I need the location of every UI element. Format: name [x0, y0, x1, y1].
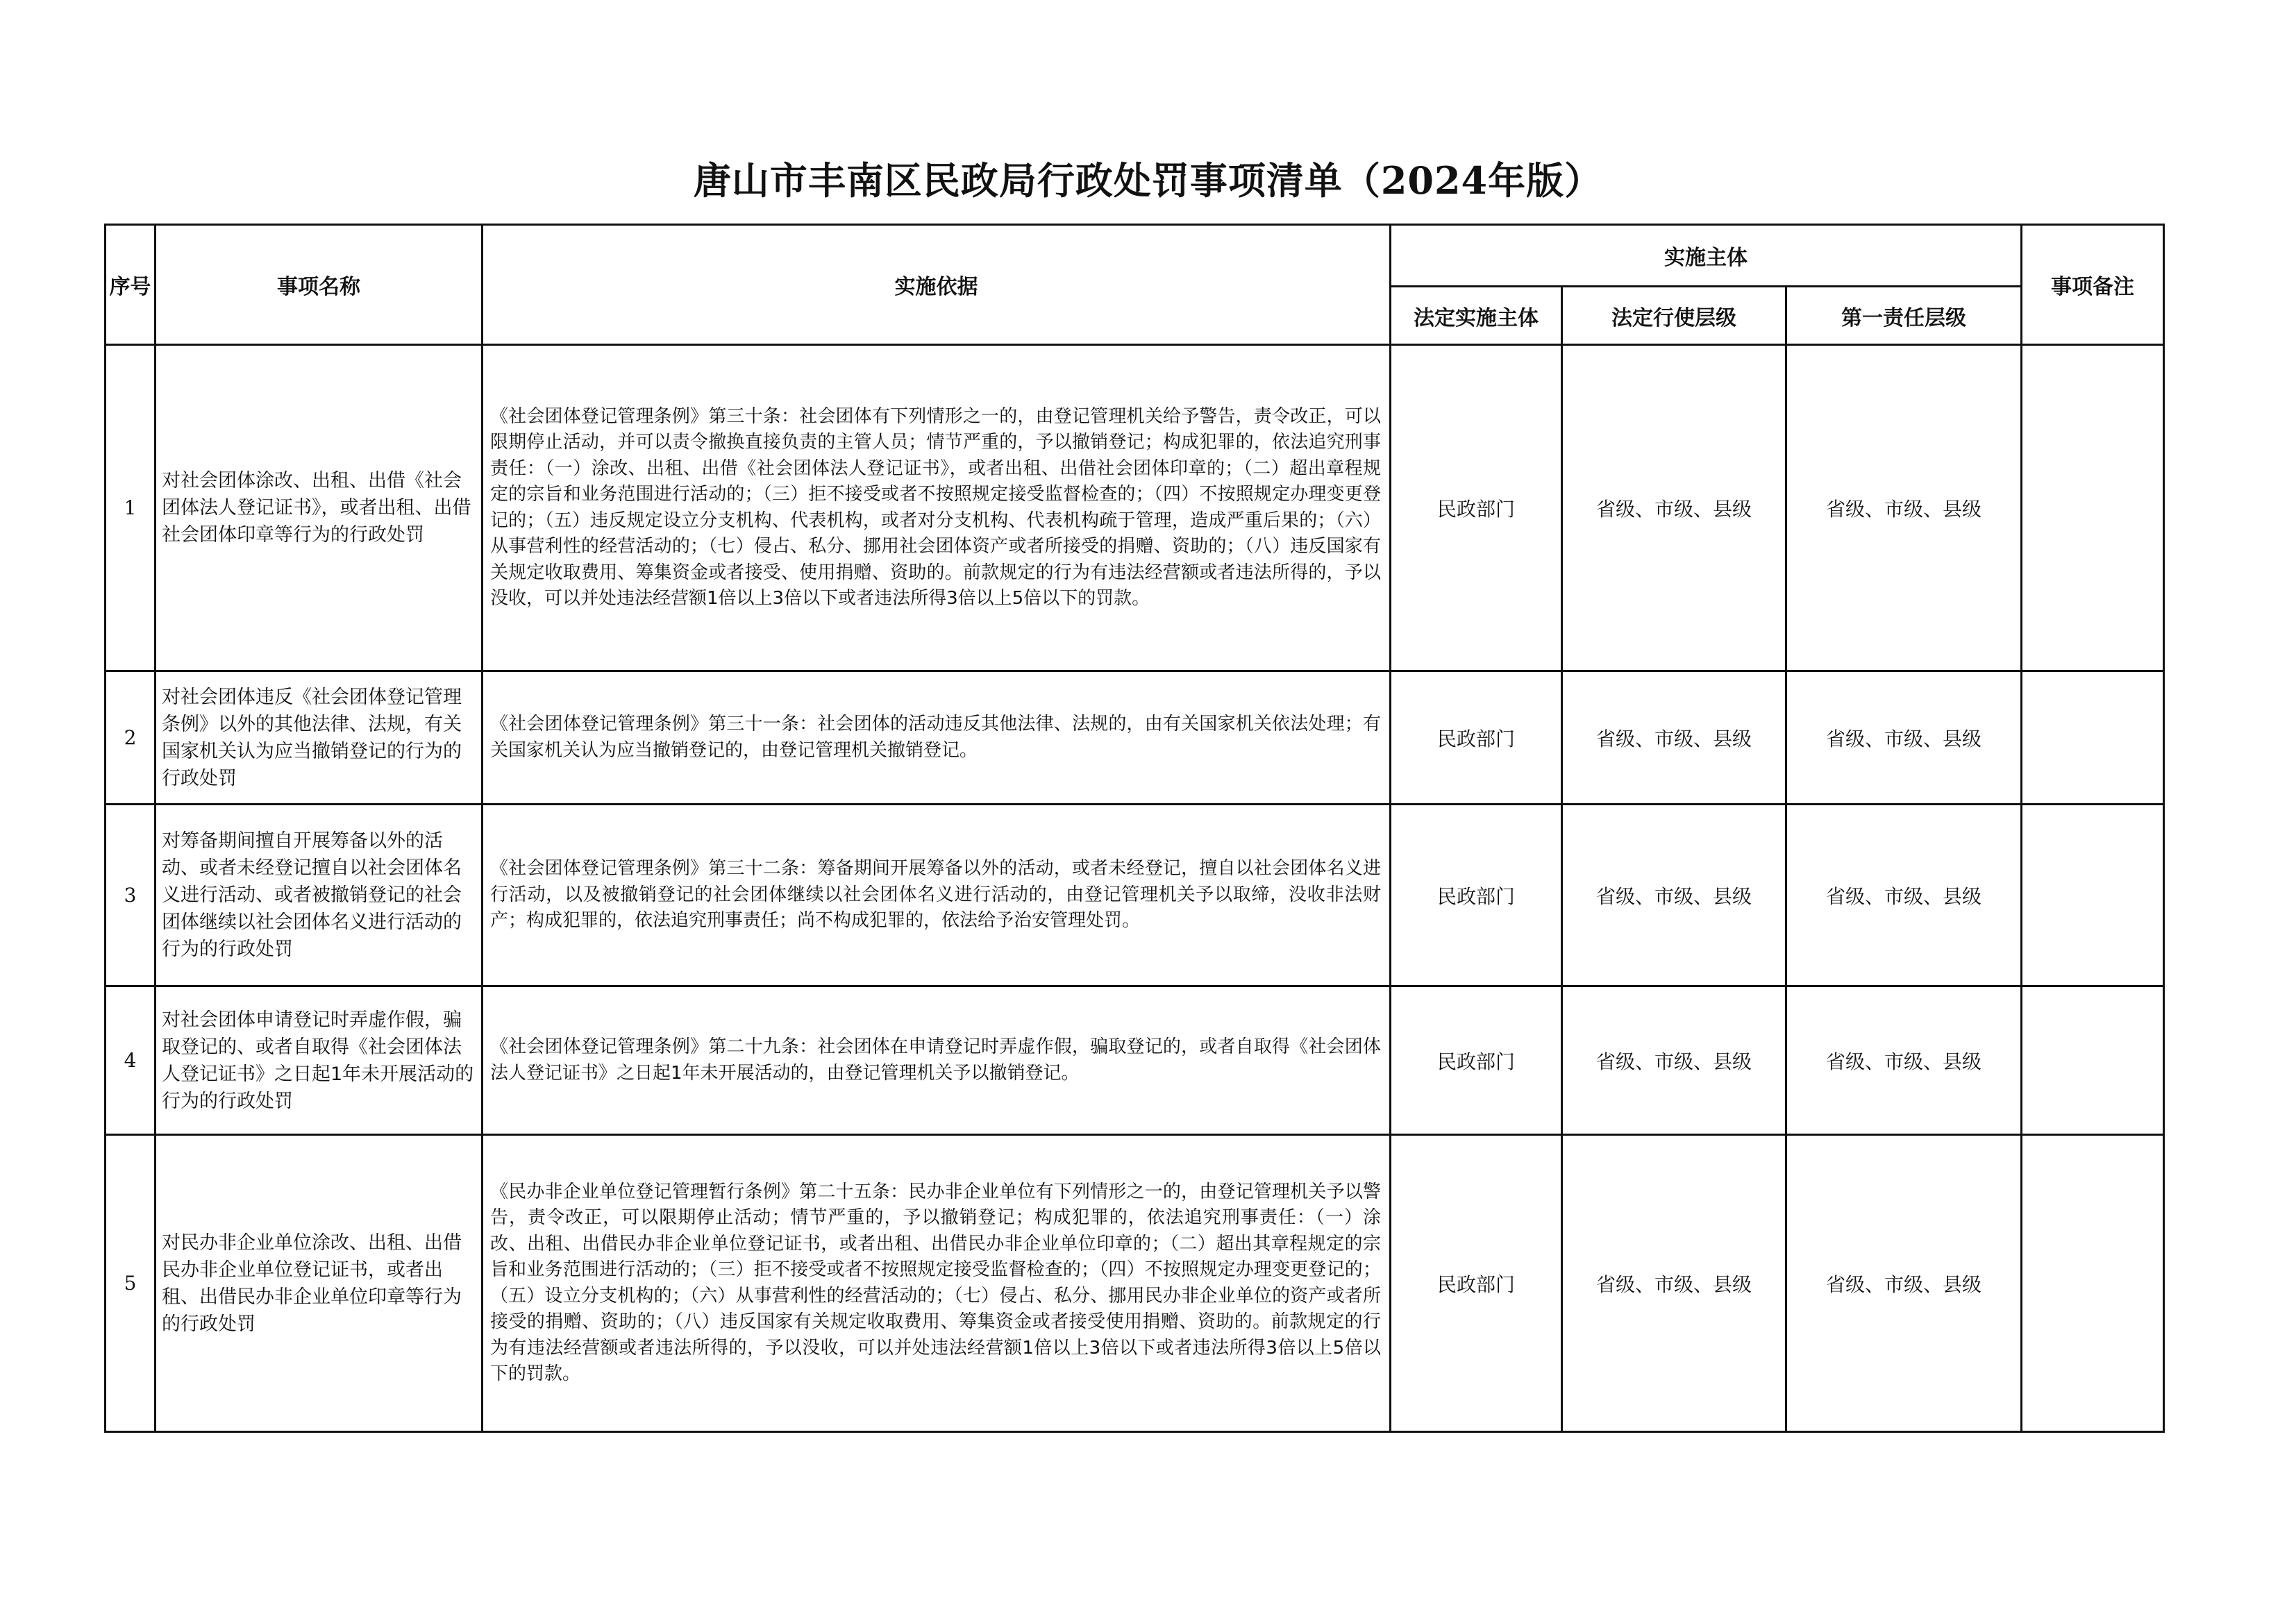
row-legal-subject: 民政部门 — [1391, 1135, 1562, 1432]
row-item-name: 对民办非企业单位涂改、出租、出借民办非企业单位登记证书，或者出租、出借民办非企业单位印章等行为的行政处罚 — [156, 1135, 483, 1432]
row-seq: 1 — [106, 345, 156, 671]
row-item-name: 对筹备期间擅自开展筹备以外的活动、或者未经登记擅自以社会团体名义进行活动、或者被撤销登记的社会团体继续以社会团体名义进行活动的行为的行政处罚 — [156, 805, 483, 986]
table-row — [106, 1135, 2164, 1432]
header-remarks: 事项备注 — [2022, 225, 2164, 345]
table-row — [106, 986, 2164, 1135]
row-remarks — [2022, 1135, 2164, 1432]
row-first-level: 省级、市级、县级 — [1786, 671, 2022, 805]
row-basis: 《社会团体登记管理条例》第三十二条：筹备期间开展筹备以外的活动，或者未经登记，擅自以社会团体名义进行活动，以及被撤销登记的社会团体继续以社会团体名义进行活动的，由登记管理机关予以取缔，没收非法财产；构成犯罪的，依法追究刑事责任；尚不构成犯罪的，依法给予治安管理处罚。 — [483, 805, 1391, 986]
row-first-level: 省级、市级、县级 — [1786, 805, 2022, 986]
row-seq: 3 — [106, 805, 156, 986]
header-subject-group: 实施主体 — [1391, 225, 2022, 287]
row-seq: 2 — [106, 671, 156, 805]
row-legal-level: 省级、市级、县级 — [1562, 345, 1786, 671]
page-title: 唐山市丰南区民政局行政处罚事项清单（2024年版） — [693, 158, 1603, 203]
header-legal-level: 法定行使层级 — [1562, 287, 1786, 345]
row-item-name: 对社会团体涂改、出租、出借《社会团体法人登记证书》，或者出租、出借社会团体印章等行为的行政处罚 — [156, 345, 483, 671]
row-legal-level: 省级、市级、县级 — [1562, 671, 1786, 805]
header-basis: 实施依据 — [483, 225, 1391, 345]
row-legal-subject: 民政部门 — [1391, 345, 1562, 671]
row-first-level: 省级、市级、县级 — [1786, 1135, 2022, 1432]
table-row — [106, 345, 2164, 671]
row-item-name: 对社会团体违反《社会团体登记管理条例》以外的其他法律、法规，有关国家机关认为应当撤销登记的行为的行政处罚 — [156, 671, 483, 805]
row-basis: 《社会团体登记管理条例》第二十九条：社会团体在申请登记时弄虚作假，骗取登记的，或者自取得《社会团体法人登记证书》之日起1年未开展活动的，由登记管理机关予以撤销登记。 — [483, 986, 1391, 1135]
header-item-name: 事项名称 — [156, 225, 483, 345]
row-remarks — [2022, 805, 2164, 986]
row-basis: 《民办非企业单位登记管理暂行条例》第二十五条：民办非企业单位有下列情形之一的，由登记管理机关予以警告，责令改正，可以限期停止活动；情节严重的，予以撤销登记；构成犯罪的，依法追究刑事责任：（一）涂改、出租、出借民办非企业单位登记证书，或者出租、出借民办非企业单位印章的；（二）超出其章程规定的宗旨和业务范围进行活动的；（三）拒不接受或者不按照规定接受监督检查的；（四）不按照规定办理变更登记的；（五）设立分支机构的；（六）从事营利性的经营活动的；（七）侵占、私分、挪用民办非企业单位的资产或者所接受的捐赠、资助的；（八）违反国家有关规定收取费用、筹集资金或者接受使用捐赠、资助的。前款规定的行为有违法经营额或者违法所得的，予以没收，可以并处违法经营额1倍以上3倍以下或者违法所得3倍以上5倍以下的罚款。 — [483, 1135, 1391, 1432]
table-row — [106, 805, 2164, 986]
row-legal-subject: 民政部门 — [1391, 986, 1562, 1135]
row-legal-level: 省级、市级、县级 — [1562, 1135, 1786, 1432]
row-legal-level: 省级、市级、县级 — [1562, 986, 1786, 1135]
row-seq: 5 — [106, 1135, 156, 1432]
penalty-items-table — [104, 224, 2165, 1433]
row-basis: 《社会团体登记管理条例》第三十一条：社会团体的活动违反其他法律、法规的，由有关国家机关依法处理；有关国家机关认为应当撤销登记的，由登记管理机关撤销登记。 — [483, 671, 1391, 805]
row-remarks — [2022, 671, 2164, 805]
row-legal-subject: 民政部门 — [1391, 671, 1562, 805]
row-seq: 4 — [106, 986, 156, 1135]
row-remarks — [2022, 986, 2164, 1135]
table-row — [106, 671, 2164, 805]
row-legal-subject: 民政部门 — [1391, 805, 1562, 986]
row-basis: 《社会团体登记管理条例》第三十条：社会团体有下列情形之一的，由登记管理机关给予警告，责令改正，可以限期停止活动，并可以责令撤换直接负责的主管人员；情节严重的，予以撤销登记；构成犯罪的，依法追究刑事责任：（一）涂改、出租、出借《社会团体法人登记证书》，或者出租、出借社会团体印章的；（二）超出章程规定的宗旨和业务范围进行活动的；（三）拒不接受或者不按照规定接受监督检查的；（四）不按照规定办理变更登记的；（五）违反规定设立分支机构、代表机构，或者对分支机构、代表机构疏于管理，造成严重后果的；（六）从事营利性的经营活动的；（七）侵占、私分、挪用社会团体资产或者所接受的捐赠、资助的；（八）违反国家有关规定收取费用、筹集资金或者接受、使用捐赠、资助的。前款规定的行为有违法经营额或者违法所得的，予以没收，可以并处违法经营额1倍以上3倍以下或者违法所得3倍以上5倍以下的罚款。 — [483, 345, 1391, 671]
row-remarks — [2022, 345, 2164, 671]
header-seq: 序号 — [106, 225, 156, 345]
header-legal-subject: 法定实施主体 — [1391, 287, 1562, 345]
row-first-level: 省级、市级、县级 — [1786, 986, 2022, 1135]
header-first-level: 第一责任层级 — [1786, 287, 2022, 345]
row-legal-level: 省级、市级、县级 — [1562, 805, 1786, 986]
row-item-name: 对社会团体申请登记时弄虚作假，骗取登记的、或者自取得《社会团体法人登记证书》之日起1年未开展活动的行为的行政处罚 — [156, 986, 483, 1135]
row-first-level: 省级、市级、县级 — [1786, 345, 2022, 671]
